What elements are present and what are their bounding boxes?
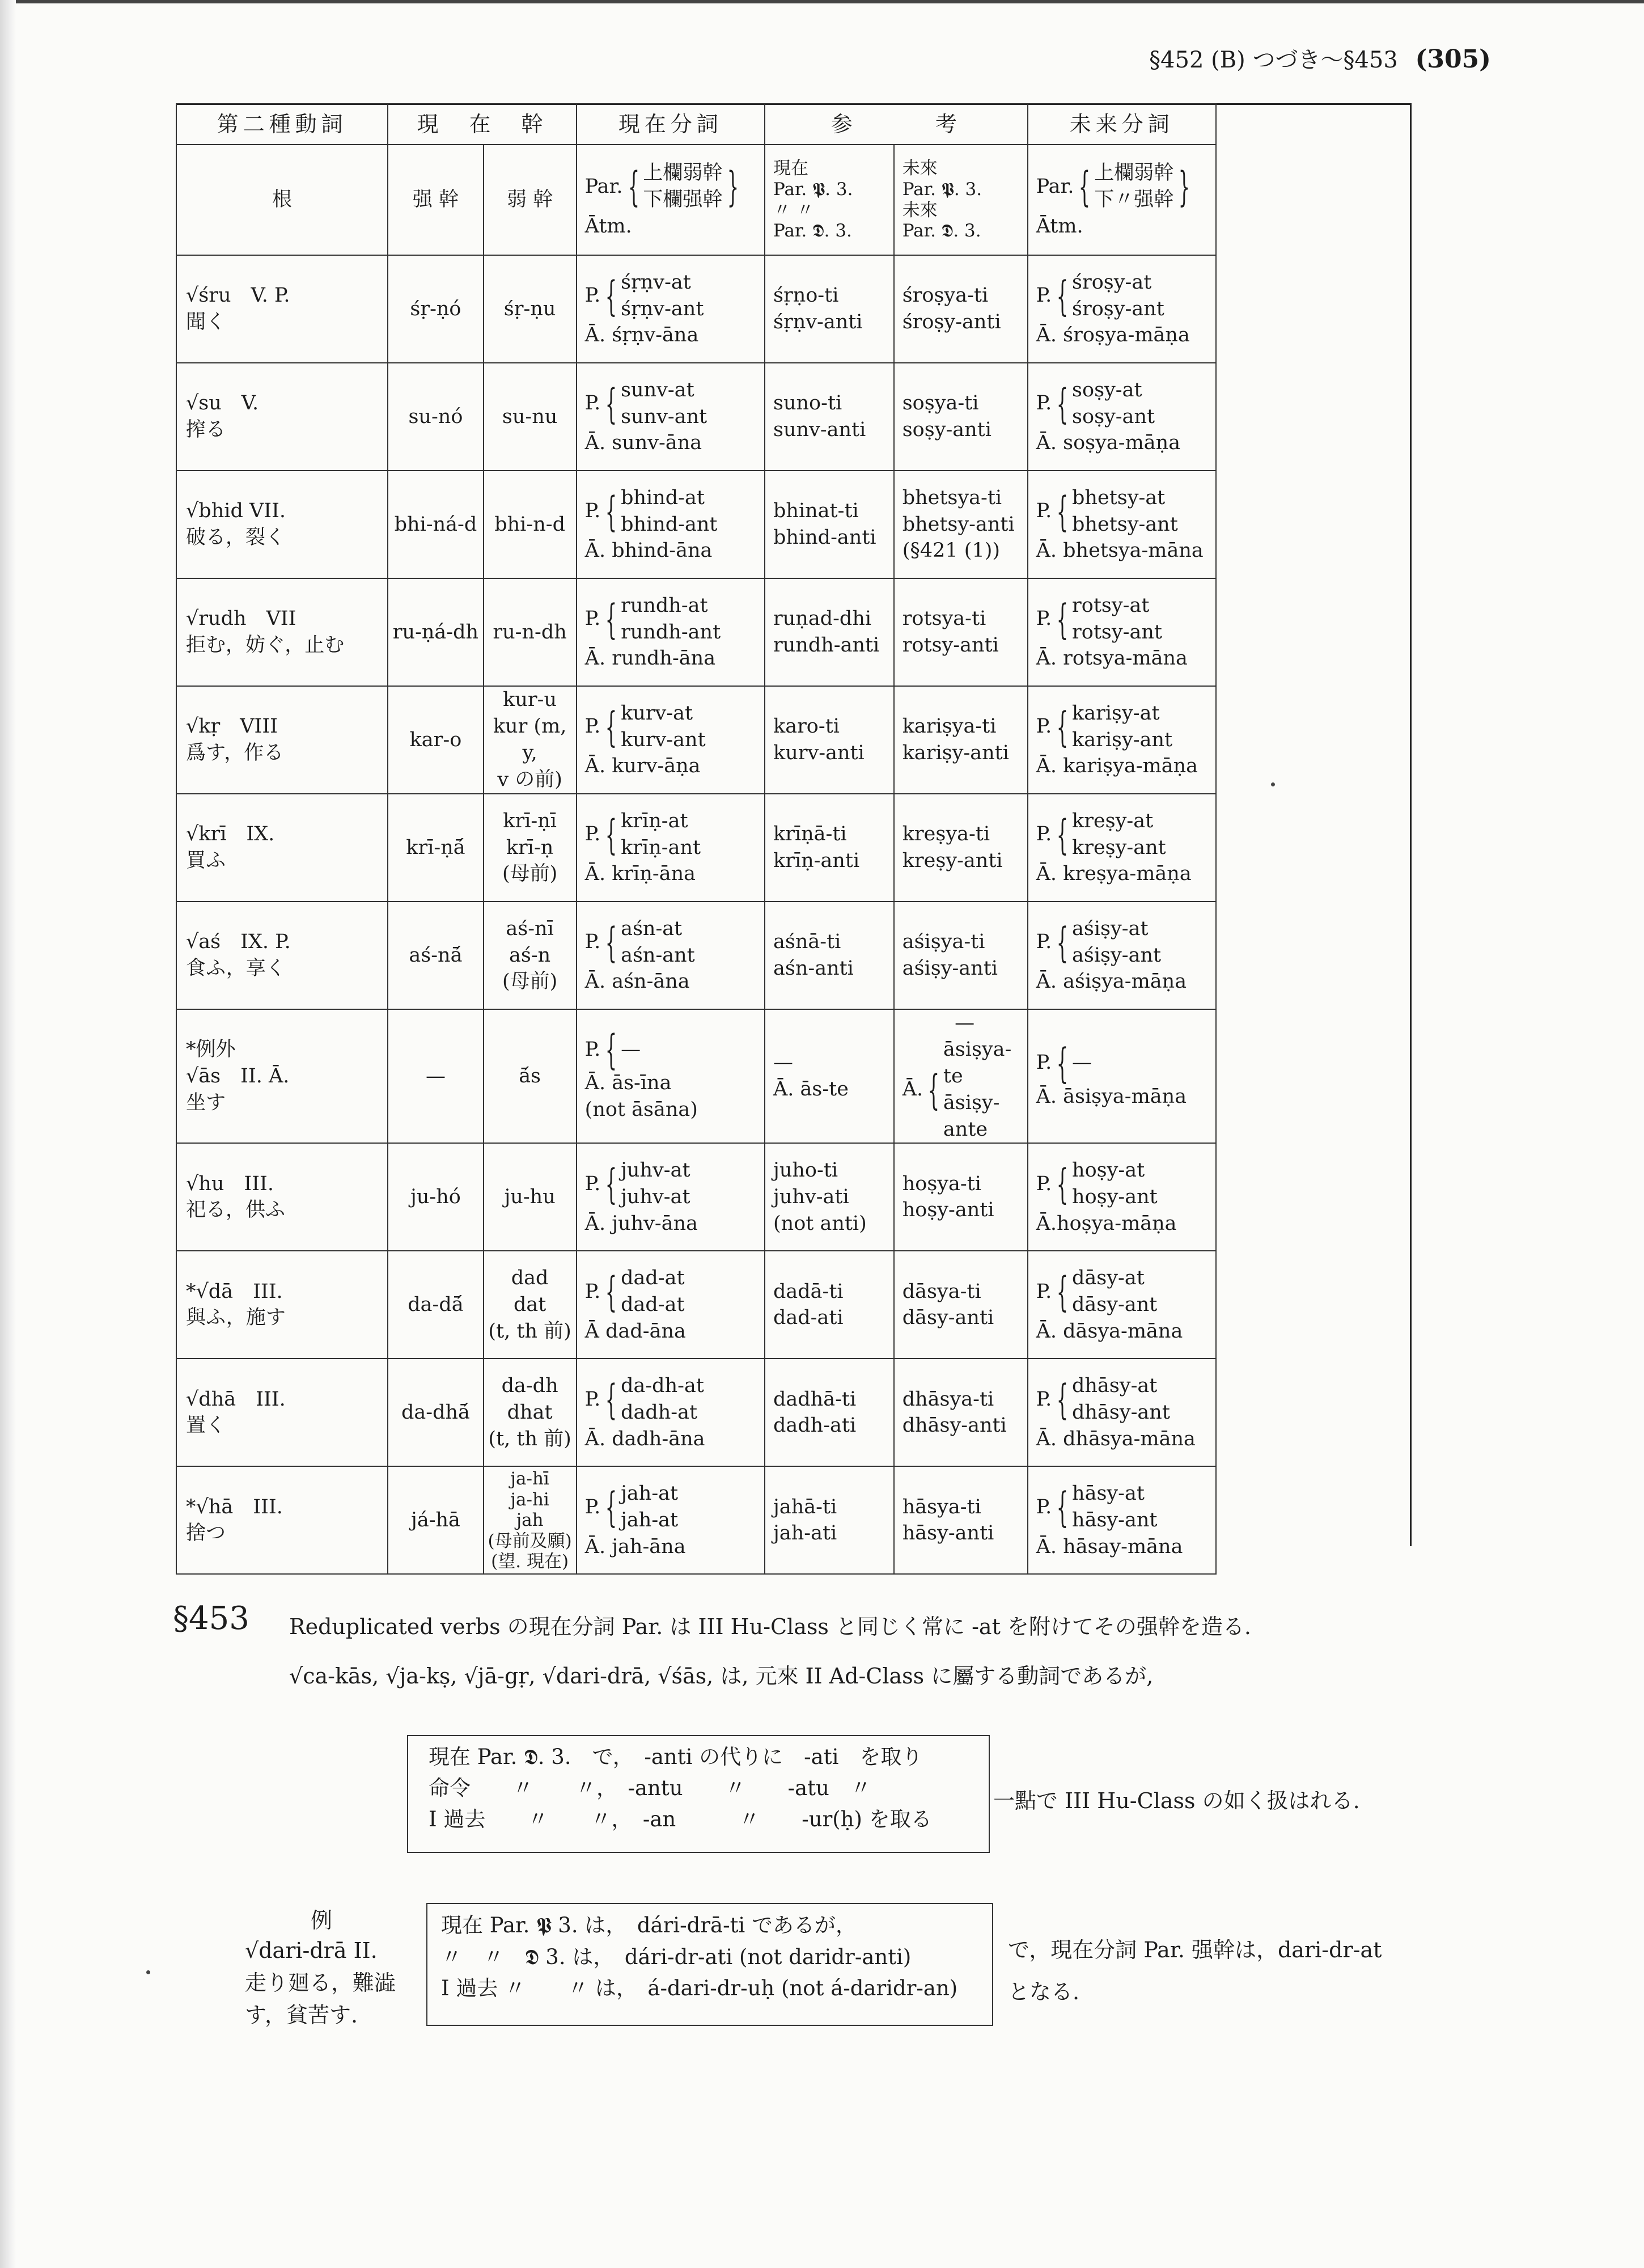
reference-present-cell: jahā-ti jah-ati — [765, 1466, 894, 1574]
table-row — [176, 1143, 1216, 1251]
box2-line: I 過去 〃 〃 は， á-dari-dr-uḥ (not á-daridr-an) — [441, 1976, 958, 2000]
table-row — [176, 578, 1216, 686]
strong-stem-cell: da-dhā́ — [388, 1359, 483, 1466]
box1-line: 現在 Par. 𝕯. 3. で， -anti の代りに -ati を取り — [429, 1745, 923, 1769]
reference-present-cell: aśnā-ti aśn-anti — [765, 902, 894, 1009]
strong-stem-cell: bhi-ná-d — [388, 471, 483, 578]
weak-stem-cell: ju-hu — [484, 1143, 577, 1251]
reference-present-cell: śṛṇo-ti śṛṇv-anti — [765, 255, 894, 363]
future-participle-cell: P. { soṣy-at soṣy-ant Ā. soṣya-māṇa — [1028, 363, 1216, 471]
table-row — [176, 794, 1216, 902]
root-cell: √krī IX. 買ふ — [176, 794, 388, 902]
subheader-pp: Par. { 上欄弱幹 下欄强幹 } Ātm. — [577, 145, 765, 255]
reference-future-cell: aśiṣya-ti aśiṣy-anti — [894, 902, 1028, 1009]
weak-stem-cell: bhi-n-d — [484, 471, 577, 578]
present-participle-cell: P. { da-dh-at dadh-at Ā. dadh-āna — [577, 1359, 765, 1466]
present-participle-cell: P. { śṛṇv-at śṛṇv-ant Ā. śṛṇv-āna — [577, 255, 765, 363]
strong-stem-cell: śṛ-ṇó — [388, 255, 483, 363]
future-participle-cell: P. { bhetsy-at bhetsy-ant Ā. bhetsya-māna — [1028, 471, 1216, 578]
table-row — [176, 1466, 1216, 1574]
root-cell: √dhā III. 置く — [176, 1359, 388, 1466]
present-participle-cell: P. { rundh-at rundh-ant Ā. rundh-āna — [577, 578, 765, 686]
reference-present-cell: dadhā-ti dadh-ati — [765, 1359, 894, 1466]
running-header — [1060, 42, 1491, 74]
strong-stem-cell: ju-hó — [388, 1143, 483, 1251]
present-participle-cell: P. { aśn-at aśn-ant Ā. aśn-āna — [577, 902, 765, 1009]
strong-stem-cell: kar-o — [388, 686, 483, 794]
table-row — [176, 255, 1216, 363]
root-cell: *√hā III. 捨つ — [176, 1466, 388, 1574]
section-paragraph-1: Reduplicated verbs の現在分詞 Par. は III Hu-Class と同じく常に -at を附けてその强幹を造る. — [289, 1614, 1252, 1639]
strong-stem-cell: su-nó — [388, 363, 483, 471]
strong-stem-cell: aś-nā́ — [388, 902, 483, 1009]
future-participle-cell: P. { aśiṣy-at aśiṣy-ant Ā. aśiṣya-māṇa — [1028, 902, 1216, 1009]
reference-present-cell: juho-ti juhv-ati (not anti) — [765, 1143, 894, 1251]
weak-stem-cell: ā́s — [484, 1009, 577, 1143]
weak-stem-cell: su-nu — [484, 363, 577, 471]
table-row — [176, 1009, 1216, 1143]
present-participle-cell: P. { kurv-at kurv-ant Ā. kurv-āṇa — [577, 686, 765, 794]
header-future-participle: 未来分詞 — [1028, 104, 1216, 145]
root-cell: √kṛ VIII 爲す，作る — [176, 686, 388, 794]
reference-future-cell: soṣya-ti soṣy-anti — [894, 363, 1028, 471]
page-number: (305) — [1415, 45, 1491, 74]
header-row — [176, 104, 1216, 145]
weak-stem-cell: kur-u kur (m, y, v の前) — [484, 686, 577, 794]
conjugation-table — [176, 103, 1217, 1575]
future-participle-cell: P. { hoṣy-at hoṣy-ant Ā.hoṣya-māṇa — [1028, 1143, 1216, 1251]
section-paragraph-2: √ca-kās, √ja-kṣ, √jā-gṛ, √dari-drā, √śās, は, 元來 II Ad-Class に屬する動詞であるが, — [289, 1664, 1154, 1689]
present-participle-cell: P. { sunv-at sunv-ant Ā. sunv-āna — [577, 363, 765, 471]
reference-future-cell: dāsya-ti dāsy-anti — [894, 1251, 1028, 1359]
weak-stem-cell: ru-n-dh — [484, 578, 577, 686]
table-row — [176, 471, 1216, 578]
root-cell: √aś IX. P. 食ふ，享く — [176, 902, 388, 1009]
reference-future-cell: kreṣya-ti kreṣy-anti — [894, 794, 1028, 902]
present-participle-cell: P. { bhind-at bhind-ant Ā. bhind-āna — [577, 471, 765, 578]
box2-line: 現在 Par. 𝕻 3. は， dári-drā-ti であるが， — [441, 1913, 857, 1937]
root-cell: *例外 √ās II. Ā. 坐す — [176, 1009, 388, 1143]
reference-future-cell: hāsya-ti hāsy-anti — [894, 1466, 1028, 1574]
reference-future-cell: hoṣya-ti hoṣy-anti — [894, 1143, 1028, 1251]
subheader-ref-future: 未來 Par. 𝕻. 3. 未來 Par. 𝕯. 3. — [894, 145, 1028, 255]
header-section: §452 (B) つづき～§453 — [1149, 47, 1398, 73]
future-participle-cell: P. { — Ā. āsiṣya-māṇa — [1028, 1009, 1216, 1143]
present-participle-cell: P. { — Ā. ās-īna (not āsāna) — [577, 1009, 765, 1143]
weak-stem-cell: dad dat (t, th 前) — [484, 1251, 577, 1359]
subheader-fp: Par. { 上欄弱幹 下〃强幹 } Ātm. — [1028, 145, 1216, 255]
weak-stem-cell: śṛ-ṇu — [484, 255, 577, 363]
root-cell: √śru V. P. 聞く — [176, 255, 388, 363]
example-word: √dari-drā II. 走り廻る，難澁 す，貧苦す. — [245, 1938, 396, 2028]
table-row — [176, 902, 1216, 1009]
future-participle-cell: P. { kariṣy-at kariṣy-ant Ā. kariṣya-māṇa — [1028, 686, 1216, 794]
reference-present-cell: ruṇad-dhi rundh-anti — [765, 578, 894, 686]
table-row — [176, 1251, 1216, 1359]
box1-line: I 過去 〃 〃， -an 〃 -ur(ḥ) を取る — [429, 1806, 932, 1831]
speck — [1271, 782, 1275, 786]
speck — [146, 1970, 150, 1974]
table-row — [176, 363, 1216, 471]
weak-stem-cell: ja-hī ja-hi jah (母前及願) (望. 現在) — [484, 1466, 577, 1574]
strong-stem-cell: — — [388, 1009, 483, 1143]
root-cell: √bhid VII. 破る，裂く — [176, 471, 388, 578]
root-cell: √hu III. 祀る，供ふ — [176, 1143, 388, 1251]
subheader-root: 根 — [176, 145, 388, 255]
root-cell: √rudh VII 拒む，妨ぐ，止む — [176, 578, 388, 686]
future-participle-cell: P. { dhāsy-at dhāsy-ant Ā. dhāsya-māna — [1028, 1359, 1216, 1466]
reference-future-cell: — Ā. { āsiṣya-te āsiṣy-ante — [894, 1009, 1028, 1143]
reference-present-cell: suno-ti sunv-anti — [765, 363, 894, 471]
future-participle-cell: P. { kreṣy-at kreṣy-ant Ā. kreṣya-māṇa — [1028, 794, 1216, 902]
header-present-stem: 現 在 幹 — [388, 104, 576, 145]
present-participle-cell: P. { jah-at jah-at Ā. jah-āna — [577, 1466, 765, 1574]
box1-note: 一點で III Hu-Class の如く扱はれる. — [993, 1788, 1360, 1813]
future-participle-cell: P. { dāsy-at dāsy-ant Ā. dāsya-māna — [1028, 1251, 1216, 1359]
header-reference: 参 考 — [765, 104, 1028, 145]
future-participle-cell: P. { hāsy-at hāsy-ant Ā. hāsay-māna — [1028, 1466, 1216, 1574]
top-rule — [0, 0, 1644, 3]
reference-present-cell: bhinat-ti bhind-anti — [765, 471, 894, 578]
subheader-row — [176, 145, 1216, 255]
present-participle-cell: P. { krīṇ-at krīṇ-ant Ā. krīṇ-āna — [577, 794, 765, 902]
weak-stem-cell: aś-nī aś-n (母前) — [484, 902, 577, 1009]
reference-future-cell: dhāsya-ti dhāsy-anti — [894, 1359, 1028, 1466]
future-participle-cell: P. { śroṣy-at śroṣy-ant Ā. śroṣya-māṇa — [1028, 255, 1216, 363]
page-edge-shadow — [0, 0, 16, 2268]
reference-present-cell: karo-ti kurv-anti — [765, 686, 894, 794]
future-participle-cell: P. { rotsy-at rotsy-ant Ā. rotsya-māna — [1028, 578, 1216, 686]
reference-present-cell: — Ā. ās-te — [765, 1009, 894, 1143]
box1-line: 命令 〃 〃， -antu 〃 -atu 〃 — [429, 1775, 871, 1800]
reference-future-cell: rotsya-ti rotsy-anti — [894, 578, 1028, 686]
weak-stem-cell: krī-ṇī krī-ṇ (母前) — [484, 794, 577, 902]
reference-future-cell: bhetsya-ti bhetsy-anti (§421 (1)) — [894, 471, 1028, 578]
example-note: で，現在分詞 Par. 强幹は，dari-dr-at となる. — [1008, 1937, 1382, 2005]
root-cell: √su V. 搾る — [176, 363, 388, 471]
subheader-ref-present: 現在 Par. 𝕻. 3. 〃 〃 Par. 𝕯. 3. — [765, 145, 894, 255]
ending-rule-box — [407, 1735, 990, 1853]
strong-stem-cell: da-dā́ — [388, 1251, 483, 1359]
strong-stem-cell: já-hā — [388, 1466, 483, 1574]
reference-present-cell: dadā-ti dad-ati — [765, 1251, 894, 1359]
subheader-weak-stem: 弱 幹 — [484, 145, 577, 255]
reference-future-cell: śroṣya-ti śroṣy-anti — [894, 255, 1028, 363]
header-verb-class: 第二種動詞 — [176, 104, 388, 145]
box2-line: 〃 〃 𝕯 3. は， dári-dr-ati (not daridr-anti) — [441, 1944, 912, 1969]
root-cell: *√dā III. 與ふ，施す — [176, 1251, 388, 1359]
table-row — [176, 1359, 1216, 1466]
section-number: §453 — [173, 1600, 249, 1637]
reference-future-cell: kariṣya-ti kariṣy-anti — [894, 686, 1028, 794]
present-participle-cell: P. { juhv-at juhv-at Ā. juhv-āna — [577, 1143, 765, 1251]
present-participle-cell: P. { dad-at dad-at Ā dad-āna — [577, 1251, 765, 1359]
strong-stem-cell: krī-ṇā́ — [388, 794, 483, 902]
example-label: 例 — [311, 1908, 333, 1933]
strong-stem-cell: ru-ṇá-dh — [388, 578, 483, 686]
example-box — [426, 1903, 993, 2026]
weak-stem-cell: da-dh dhat (t, th 前) — [484, 1359, 577, 1466]
reference-present-cell: krīṇā-ti krīṇ-anti — [765, 794, 894, 902]
table-row — [176, 686, 1216, 794]
header-present-participle: 現在分詞 — [577, 104, 765, 145]
subheader-strong-stem: 强 幹 — [388, 145, 483, 255]
